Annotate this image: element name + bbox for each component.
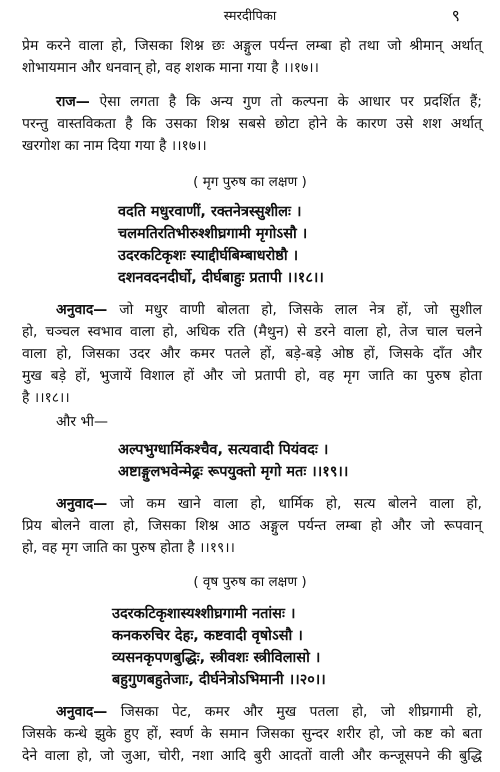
translation-line (56, 300, 482, 320)
text-line: हो, वह मृग जाति का पुरुष होता है ।।१९।। (22, 540, 235, 556)
translation-text: जिसका पेट, कमर और मुख पतला हो, जो शीघ्रगामी हो, (120, 704, 482, 720)
text-line: वाला हो, जिसका उदर और कमर पतले हों, बड़े-बड़े ओष्ठ हों, जिसके दाँत और (22, 346, 482, 362)
text-line: परन्तु वास्तविकता है कि उसका शिश्न सबसे छोटा होने के कारण उसे शश अर्थात् (22, 116, 482, 132)
text-line: शोभायमान और धनवान् हो, वह शशक माना गया है ।।१७।। (22, 60, 319, 76)
verse-line: दशनवदनदीर्घो, दीर्घबाहुः प्रतापी ।।१८।। (118, 270, 324, 286)
commentary-label: राज— (56, 94, 90, 110)
commentary-text: ऐसा लगता है कि अन्य गुण तो कल्पना के आधार पर प्रदर्शित हैं; (99, 94, 482, 110)
verse-line: वदति मधुरवाणीं, रक्तनेत्रस्सुशीलः । (118, 204, 302, 220)
verse-line: अल्पभुग्धार्मिकश्चैव, सत्यवादी पियंवदः । (118, 442, 329, 458)
text-line: प्रिय बोलने वाला हो, जिसका शिश्न आठ अङ्गुल पर्यन्त लम्बा हो और जो रूपवान् (22, 518, 482, 534)
page-number: ९ (451, 6, 460, 25)
page-header (0, 4, 500, 26)
text-line: खरगोश का नाम दिया गया है ।।१७।। (22, 138, 207, 154)
translation-label: अनुवाद— (56, 496, 108, 512)
text-line: देने वाला हो, जो जुआ, चोरी, नशा आदि बुरी आदतों वाली और कन्जूसपने की बुद्धि (22, 748, 482, 764)
text-line: जिसके कन्धे झुके हुए हों, स्वर्ण के समान जिसका सुन्दर शरीर हो, जो कष्ट को बता (22, 726, 482, 742)
connector-text: और भी— (56, 414, 108, 430)
text-line: है ।।१८।। (22, 390, 70, 406)
section-caption: ( वृष पुरुष का लक्षण ) (193, 574, 307, 590)
text-line: हो, चञ्चल स्वभाव वाला हो, अधिक रति (मैथुन) से डरने वाला हो, तेज चाल चलने (22, 324, 482, 340)
verse-line: अष्टाङ्गुलभवेन्मेढ्रः रूपयुक्तो मृगो मतः ।।१९।। (118, 464, 349, 480)
translation-line (56, 702, 482, 722)
section-caption: ( मृग पुरुष का लक्षण ) (193, 174, 307, 190)
verse-line: चलमतिरतिभीरुश्शीघ्रगामी मृगोऽसौ । (118, 226, 308, 242)
verse-line: उदरकटिकृशः स्याद्दीर्घबिम्बाधरोष्ठौ । (118, 248, 299, 264)
text-line: मुख बड़े हों, भुजायें विशाल हों और जो प्रतापी हो, वह मृग जाति का पुरुष होता (22, 368, 482, 384)
verse-line: व्यसनकृपणबुद्धिः, स्त्रीवशः स्त्रीविलासो । (112, 650, 321, 666)
verse-line: उदरकटिकृशास्यश्शीघ्रगामी नतांसः । (112, 606, 296, 622)
commentary-line (56, 92, 482, 112)
running-title: स्मरदीपिका (223, 9, 277, 24)
verse-line: कनकरुचिर देहः, कष्टवादी वृषोऽसौ । (112, 628, 303, 644)
verse-line: बहुगुणबहुतेजाः, दीर्घनेत्रोऽभिमानी ।।२०।। (112, 672, 326, 688)
text-line: प्रेम करने वाला हो, जिसका शिश्न छः अङ्गुल पर्यन्त लम्बा हो तथा जो श्रीमान् अर्थात् (22, 38, 482, 54)
translation-text: जो कम खाने वाला हो, धार्मिक हो, सत्य बोलने वाला हो, (119, 496, 482, 512)
translation-label: अनुवाद— (56, 704, 108, 720)
translation-label: अनुवाद— (56, 302, 108, 318)
translation-line (56, 494, 482, 514)
translation-text: जो मधुर वाणी बोलता हो, जिसके लाल नेत्र हों, जो सुशील (119, 302, 482, 318)
